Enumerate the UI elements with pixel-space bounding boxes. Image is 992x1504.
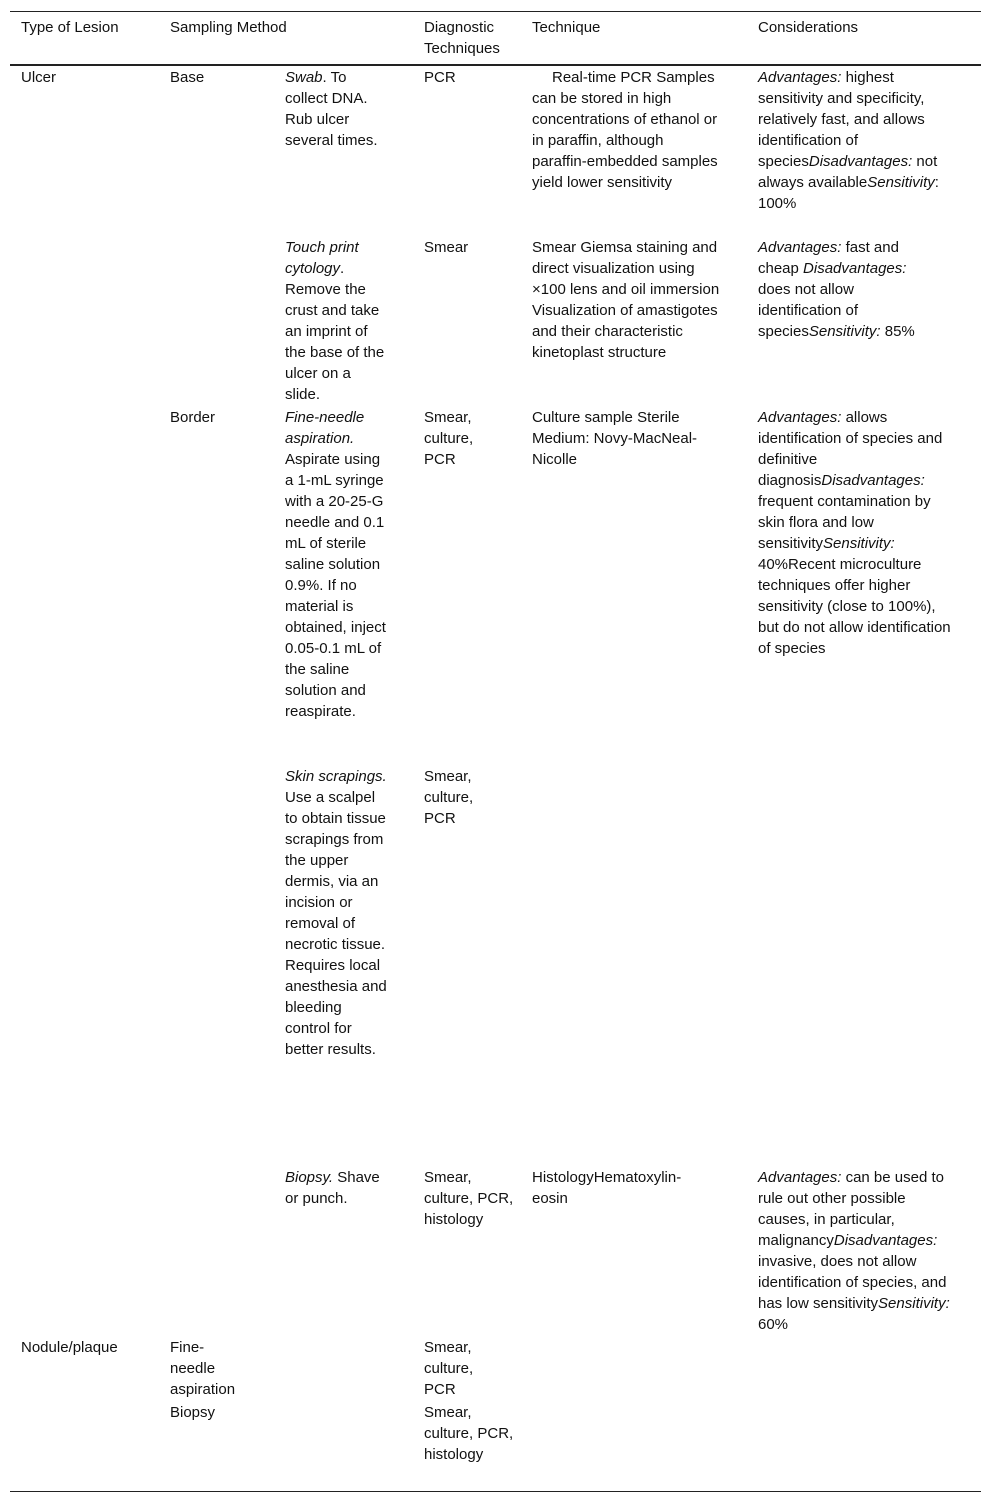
considerations-swab — [758, 67, 958, 214]
header-sampling-method: Sampling Method — [170, 19, 287, 36]
technique-touch-visualization: Visualization of amastigotes and their characteristic kinetoplast structure — [532, 302, 718, 361]
disadvantages-text: not always available — [758, 153, 938, 191]
technique-swab — [532, 67, 718, 193]
advantages-text: fast and cheap — [758, 239, 899, 277]
method-swab-description: . To collect DNA. Rub ulcer several times. — [285, 69, 378, 149]
technique-fna-detail: Sterile Medium: Novy-MacNeal-Nicolle — [532, 409, 698, 468]
method-touch-print-description: . Remove the crust and take an imprint of the base of the ulcer on a slide. — [285, 260, 385, 403]
disadvantages-label: Disadvantages: — [803, 260, 907, 277]
header-considerations: Considerations — [758, 19, 859, 36]
sensitivity-label: Sensitivity: — [823, 535, 895, 552]
disadvantages-text: invasive, does not allow identification of species, and has low sensitivity — [758, 1253, 947, 1312]
disadvantages-label: Disadvantages: — [833, 1232, 938, 1249]
lesion-type-ulcer: Ulcer — [21, 69, 57, 86]
technique-swab-detail: Samples can be stored in high concentrations of ethanol or in paraffin, although paraffin-embedded samples yield lower sensitivity — [532, 69, 718, 191]
method-scrapings-description: Use a scalpel to obtain tissue scrapings from the upper dermis, via an incision or removal of necrotic tissue. Requires local anesthesia and bleeding control for better results. — [285, 789, 387, 1058]
advantages-label: Advantages: — [758, 409, 842, 426]
disadvantages-text: frequent contamination by skin flora and low sensitivity — [758, 493, 931, 552]
diagnostic-touch-print: Smear — [424, 239, 469, 256]
sensitivity-text: 85% — [880, 323, 915, 340]
disadvantages-text: does not allow identification of species — [758, 281, 859, 340]
sensitivity-text: 60% — [758, 1316, 789, 1333]
method-scrapings-title: Skin scrapings. — [285, 768, 387, 785]
method-biopsy-description: Shave or punch. — [285, 1169, 380, 1207]
advantages-label: Advantages: — [758, 239, 842, 256]
table-top-rule — [10, 11, 981, 12]
advantages-text: highest sensitivity and specificity, relatively fast, and allows identification of species — [758, 69, 925, 170]
technique-swab-name: Real-time PCR — [552, 69, 653, 86]
advantages-text: allows identification of species and definitive diagnosis — [758, 409, 943, 489]
technique-biopsy: HistologyHematoxylin-eosin — [532, 1169, 682, 1207]
table-header-rule — [10, 64, 981, 66]
method-touch-print-title: Touch print cytology — [285, 239, 359, 277]
considerations-touch-print — [758, 237, 936, 342]
table-bottom-rule — [10, 1491, 981, 1492]
method-swab-title: Swab — [285, 69, 323, 86]
disadvantages-label: Disadvantages: — [821, 472, 925, 489]
header-type-of-lesion: Type of Lesion — [21, 19, 119, 36]
diagnostic-fna: Smear, culture, PCR — [424, 409, 474, 468]
header-diagnostic-techniques: Diagnostic Techniques — [424, 19, 500, 57]
nodule-diagnostic-biopsy: Smear, culture, PCR, histology — [424, 1404, 514, 1463]
method-swab — [285, 67, 389, 151]
advantages-text: can be used to rule out other possible causes, in particular, malignancy — [758, 1169, 944, 1249]
diagnostic-biopsy: Smear, culture, PCR, histology — [424, 1169, 514, 1228]
technique-fna — [532, 407, 714, 470]
sensitivity-label: Sensitivity — [867, 174, 935, 191]
sensitivity-label: Sensitivity: — [808, 323, 881, 340]
diagnostic-swab: PCR — [424, 69, 456, 86]
nodule-diagnostic-fna: Smear, culture, PCR — [424, 1339, 474, 1398]
technique-fna-name: Culture sample — [532, 409, 633, 426]
nodule-method-biopsy: Biopsy — [170, 1404, 216, 1421]
method-fine-needle-aspiration — [285, 407, 389, 722]
sampling-site-border: Border — [170, 409, 216, 426]
sensitivity-text: : 100% — [758, 174, 939, 212]
nodule-method-fna: Fine-needle aspiration — [170, 1339, 236, 1398]
advantages-label: Advantages: — [758, 1169, 842, 1186]
technique-touch-print — [532, 237, 720, 363]
sensitivity-text: 40%Recent microculture techniques offer higher sensitivity (close to 100%), but do not allow identification of species — [758, 556, 951, 657]
method-fna-description: Aspirate using a 1-mL syringe with a 20-25-G needle and 0.1 mL of sterile saline solution 0.9%. If no material is obtained, inject 0.05-0.1 mL of the saline solution and reaspirate. — [285, 451, 386, 720]
technique-touch-name: Smear — [532, 239, 577, 256]
method-biopsy — [285, 1167, 389, 1209]
method-fna-title: Fine-needle aspiration. — [285, 409, 365, 447]
method-touch-print — [285, 237, 389, 405]
disadvantages-label: Disadvantages: — [808, 153, 913, 170]
considerations-biopsy — [758, 1167, 956, 1335]
technique-touch-detail: Giemsa staining and direct visualization using ×100 lens and oil immersion — [532, 239, 720, 298]
header-technique: Technique — [532, 19, 601, 36]
sensitivity-label: Sensitivity: — [878, 1295, 950, 1312]
sampling-site-base: Base — [170, 69, 205, 86]
advantages-label: Advantages: — [758, 69, 842, 86]
method-biopsy-title: Biopsy. — [285, 1169, 334, 1186]
lesion-type-nodule-plaque: Nodule/plaque — [21, 1339, 118, 1356]
method-skin-scrapings — [285, 766, 389, 1060]
diagnostic-skin-scrapings: Smear, culture, PCR — [424, 768, 474, 827]
considerations-fna — [758, 407, 952, 659]
